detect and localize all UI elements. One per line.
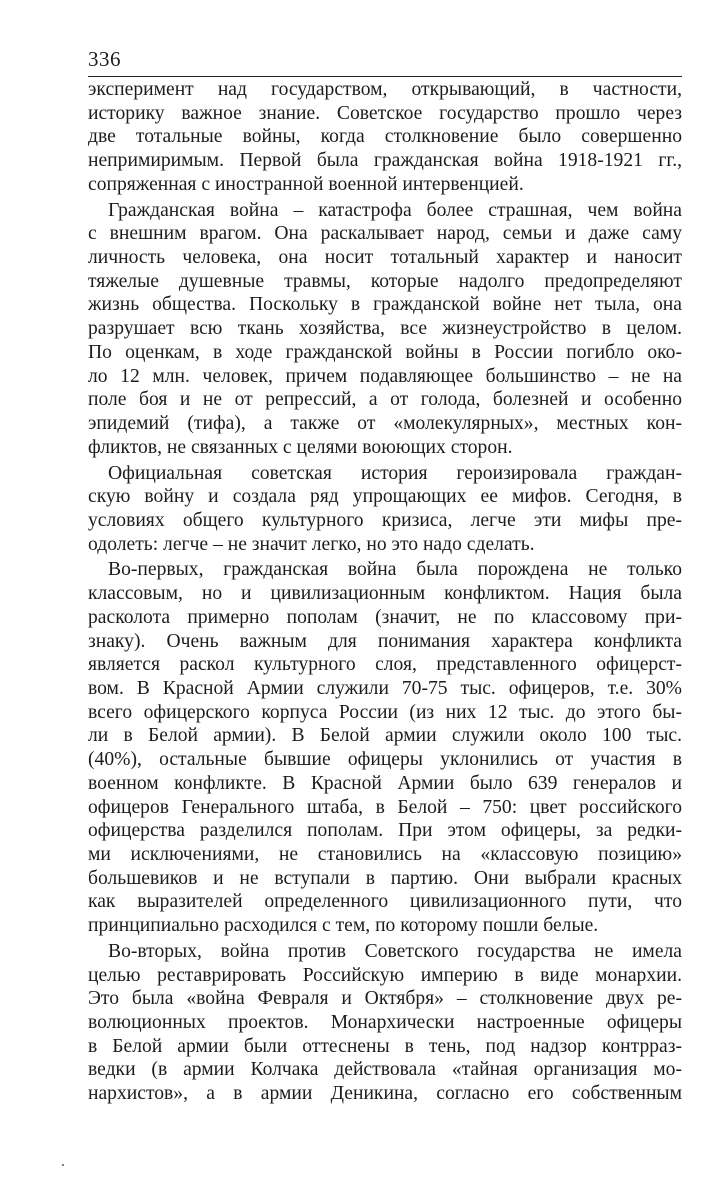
paragraph bbox=[88, 462, 682, 557]
text-line: принципиально расходился с тем, по которому пошли белые. bbox=[88, 915, 599, 937]
paragraph bbox=[88, 199, 682, 460]
scan-speck bbox=[62, 1164, 64, 1166]
text-line: Гражданская война – катастрофа более страшная, чем война bbox=[108, 199, 682, 221]
text-line: волюционных проектов. Монархически настроенные офицеры bbox=[88, 1012, 682, 1034]
text-line: офицерства разделился пополам. При этом офицеры, за редки- bbox=[88, 820, 682, 842]
text-line: По оценкам, в ходе гражданской войны в России погибло око- bbox=[88, 341, 682, 363]
text-line: эксперимент над государством, открывающий, в частности, bbox=[88, 79, 682, 100]
text-line: офицеров Генерального штаба, в Белой – 750: цвет российского bbox=[88, 796, 682, 818]
text-line: расколота примерно пополам (значит, не по классовому при- bbox=[88, 606, 682, 628]
text-line: как выразителей определенного цивилизационного пути, что bbox=[88, 891, 682, 913]
text-line: Официальная советская история героизировала граждан- bbox=[108, 462, 682, 484]
text-line: всего офицерского корпуса России (из них 12 тыс. до этого бы- bbox=[88, 701, 682, 723]
text-line: две тотальные войны, когда столкновение было совершенно bbox=[88, 126, 682, 148]
text-line: фликтов, не связанных с целями воюющих сторон. bbox=[88, 436, 513, 458]
text-line: военном конфликте. В Красной Армии было 639 генералов и bbox=[88, 772, 682, 794]
text-line: нархистов», а в армии Деникина, согласно его собственным bbox=[88, 1083, 682, 1105]
page-header bbox=[88, 40, 682, 77]
text-line: вом. В Красной Армии служили 70-75 тыс. офицеров, т.е. 30% bbox=[88, 677, 682, 699]
text-line: одолеть: легче – не значит легко, но это надо сделать. bbox=[88, 533, 535, 555]
text-line: в Белой армии были оттеснены в тень, под надзор контрраз- bbox=[88, 1035, 682, 1057]
text-line: эпидемий (тифа), а также от «молекулярных», местных кон- bbox=[88, 413, 682, 435]
text-line: непримиримым. Первой была гражданская война 1918-1921 гг., bbox=[88, 150, 682, 172]
text-line: историку важное знание. Советское государство прошло через bbox=[88, 102, 682, 124]
text-line: поле боя и не от репрессий, а от голода, болезней и особенно bbox=[88, 389, 682, 411]
text-line: с внешним врагом. Она раскалывает народ, семьи и даже саму bbox=[88, 223, 682, 245]
text-line: сопряженная с иностранной военной интервенцией. bbox=[88, 173, 524, 195]
body-text bbox=[88, 78, 682, 1106]
text-line: (40%), остальные бывшие офицеры уклонились от участия в bbox=[88, 749, 682, 771]
text-line: большевиков и не вступали в партию. Они выбрали красных bbox=[88, 867, 682, 889]
text-line: Во-вторых, война против Советского государства не имела bbox=[108, 940, 682, 962]
text-line: знаку). Очень важным для понимания характера конфликта bbox=[88, 630, 682, 652]
page-number: 336 bbox=[88, 47, 121, 71]
book-page bbox=[88, 40, 682, 1106]
text-line: является раскол культурного слоя, представленного офицерст- bbox=[88, 654, 682, 676]
paragraph bbox=[88, 940, 682, 1106]
text-line: личность человека, она носит тотальный характер и наносит bbox=[88, 247, 682, 269]
text-line: ми исключениями, не становились на «классовую позицию» bbox=[88, 844, 682, 865]
paragraph bbox=[88, 78, 682, 197]
text-line: классовым, но и цивилизационным конфликтом. Нация была bbox=[88, 583, 682, 605]
text-line: разрушает всю ткань хозяйства, все жизнеустройство в целом. bbox=[88, 318, 682, 340]
text-line: условиях общего культурного кризиса, легче эти мифы пре- bbox=[88, 509, 682, 531]
text-line: Во-первых, гражданская война была порождена не только bbox=[108, 559, 682, 581]
text-line: ведки (в армии Колчака действовала «тайная организация мо- bbox=[88, 1059, 682, 1081]
text-line: скую войну и создала ряд упрощающих ее мифов. Сегодня, в bbox=[88, 486, 682, 508]
text-line: ло 12 млн. человек, причем подавляющее большинство – не на bbox=[88, 365, 682, 387]
text-line: ли в Белой армии). В Белой армии служили около 100 тыс. bbox=[88, 725, 682, 747]
paragraph bbox=[88, 558, 682, 938]
text-line: целью реставрировать Российскую империю в виде монархии. bbox=[88, 964, 682, 986]
text-line: тяжелые душевные травмы, которые надолго предопределяют bbox=[88, 270, 682, 292]
text-line: жизнь общества. Поскольку в гражданской войне нет тыла, она bbox=[88, 294, 682, 316]
text-line: Это была «война Февраля и Октября» – столкновение двух ре- bbox=[88, 988, 682, 1010]
